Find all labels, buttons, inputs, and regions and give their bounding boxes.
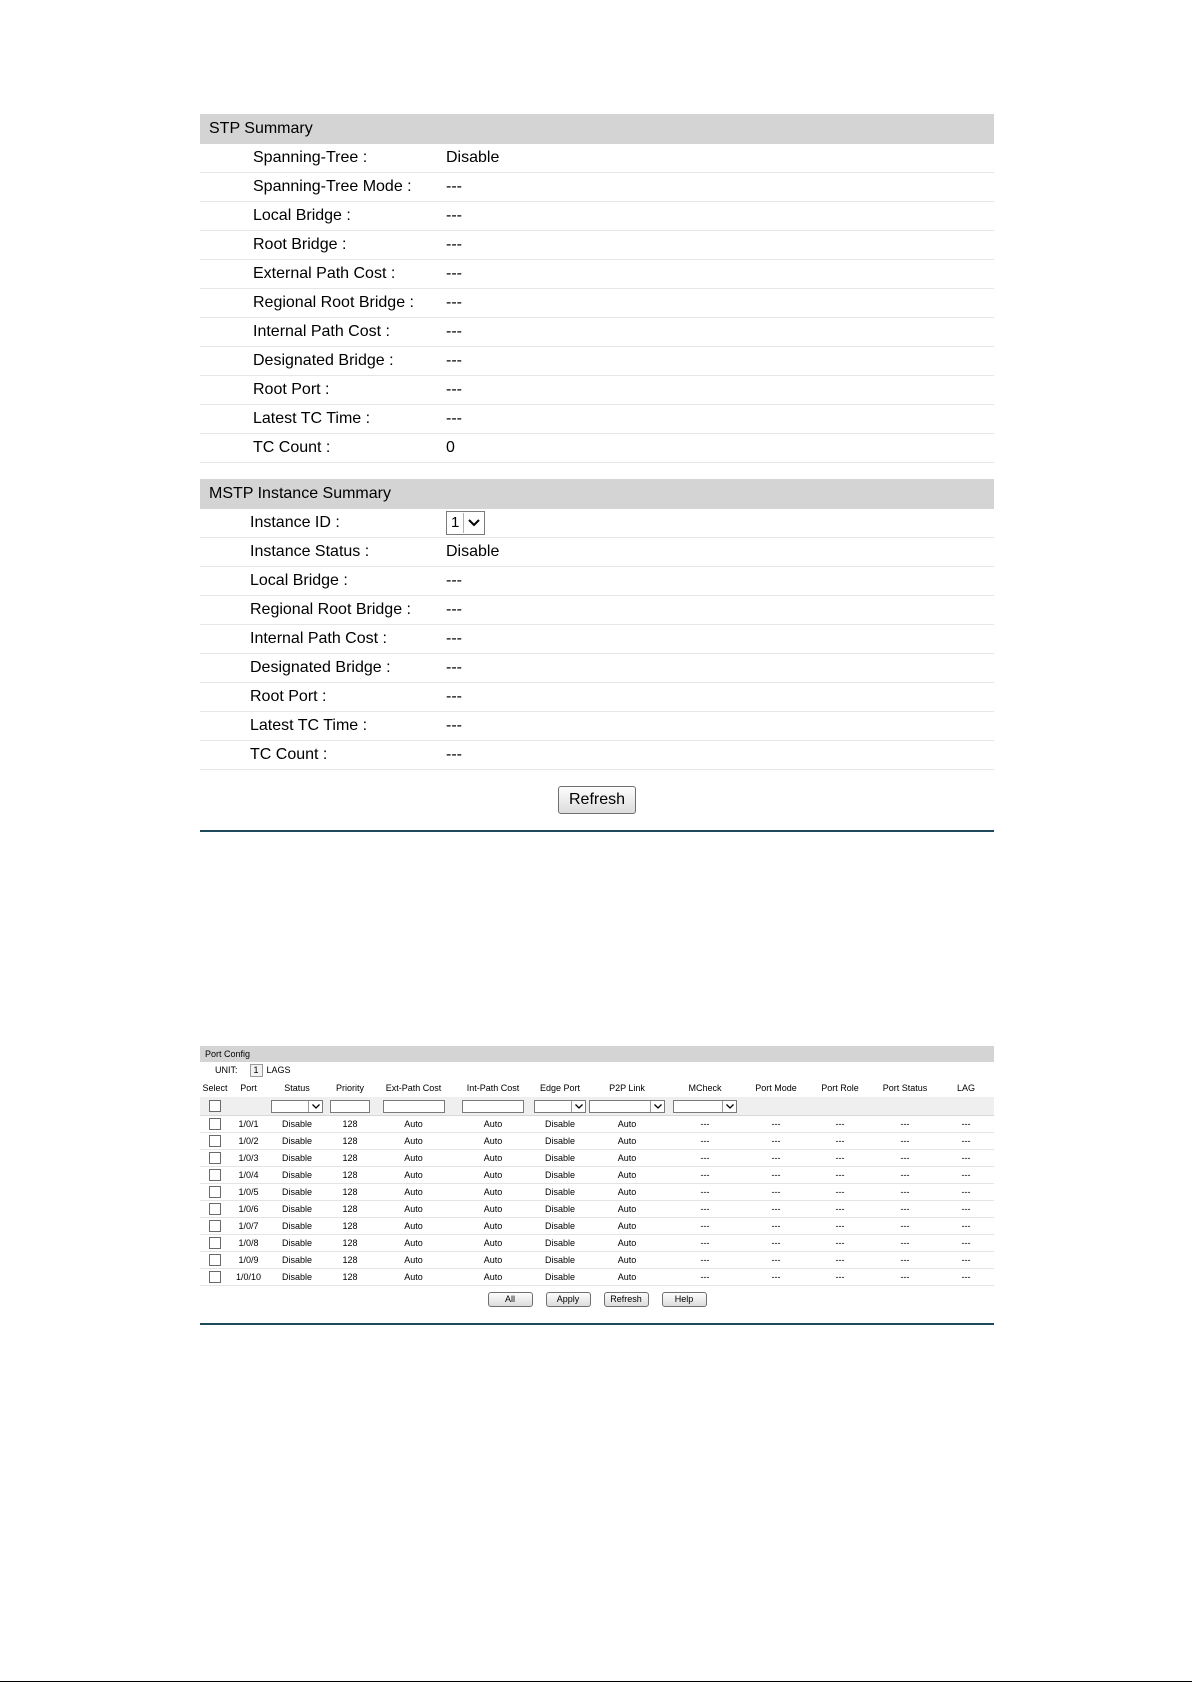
table-cell: Auto: [373, 1252, 454, 1269]
table-row: [200, 1133, 994, 1150]
table-cell: Auto: [588, 1269, 666, 1286]
table-cell: Auto: [454, 1133, 532, 1150]
table-cell: 1/0/4: [230, 1167, 267, 1184]
table-row: [200, 1150, 994, 1167]
table-cell: Auto: [373, 1133, 454, 1150]
table-cell: Disable: [267, 1116, 327, 1133]
edge-port-filter-select[interactable]: [534, 1100, 586, 1113]
table-cell: ---: [938, 1150, 994, 1167]
table-row: [200, 1252, 994, 1269]
table-cell: ---: [744, 1269, 808, 1286]
summary-row-value: ---: [446, 236, 462, 253]
column-header: Int-Path Cost: [454, 1078, 532, 1097]
table-cell: 128: [327, 1184, 373, 1201]
int-path-cost-input[interactable]: [462, 1100, 524, 1113]
table-cell: ---: [666, 1201, 744, 1218]
divider: [200, 830, 994, 832]
summary-row-value: ---: [446, 572, 462, 589]
select-cell: [200, 1235, 230, 1252]
table-cell: ---: [744, 1150, 808, 1167]
divider: [200, 1323, 994, 1325]
summary-row: [200, 173, 994, 202]
table-cell: Disable: [267, 1184, 327, 1201]
summary-row-value: ---: [446, 410, 462, 427]
summary-row-label: Root Bridge :: [253, 236, 347, 253]
page-footer-line: [0, 1681, 1192, 1682]
summary-row: [200, 260, 994, 289]
mstp-summary-header: MSTP Instance Summary: [200, 479, 994, 509]
table-cell: Auto: [373, 1218, 454, 1235]
column-header: Port Role: [808, 1078, 872, 1097]
summary-row-value: ---: [446, 352, 462, 369]
table-cell: ---: [666, 1133, 744, 1150]
summary-row: [200, 538, 994, 567]
column-header: MCheck: [666, 1078, 744, 1097]
table-cell: ---: [666, 1167, 744, 1184]
table-cell: Disable: [532, 1235, 588, 1252]
table-cell: ---: [872, 1235, 938, 1252]
table-cell: Auto: [454, 1150, 532, 1167]
summary-row: [200, 144, 994, 173]
select-cell: [200, 1116, 230, 1133]
table-cell: Auto: [454, 1184, 532, 1201]
ext-path-cost-input[interactable]: [383, 1100, 445, 1113]
table-cell: ---: [744, 1235, 808, 1252]
summary-row: [200, 625, 994, 654]
select-cell: [200, 1201, 230, 1218]
table-cell: Auto: [373, 1201, 454, 1218]
table-cell: ---: [808, 1235, 872, 1252]
row-select-checkbox[interactable]: [209, 1135, 221, 1147]
table-cell: ---: [872, 1167, 938, 1184]
table-cell: Auto: [373, 1184, 454, 1201]
table-cell: 1/0/9: [230, 1252, 267, 1269]
summary-row: [200, 231, 994, 260]
summary-row-label: Local Bridge :: [253, 207, 351, 224]
summary-row-label: Designated Bridge :: [250, 659, 391, 676]
table-cell: Disable: [532, 1252, 588, 1269]
summary-row-label: External Path Cost :: [253, 265, 396, 282]
table-cell: Auto: [588, 1201, 666, 1218]
filter-port-mode-cell: [744, 1097, 808, 1116]
select-cell: [200, 1218, 230, 1235]
table-cell: Disable: [532, 1184, 588, 1201]
summary-row-label: Root Port :: [253, 381, 330, 398]
summary-row-value: ---: [446, 207, 462, 224]
table-cell: Auto: [454, 1201, 532, 1218]
table-cell: Disable: [267, 1133, 327, 1150]
chevron-down-icon: [722, 1101, 736, 1112]
table-cell: Auto: [373, 1235, 454, 1252]
table-cell: ---: [872, 1133, 938, 1150]
table-cell: ---: [744, 1218, 808, 1235]
table-cell: Auto: [588, 1150, 666, 1167]
summary-row-label: TC Count :: [250, 746, 328, 763]
summary-row-label: Local Bridge :: [250, 572, 348, 589]
table-cell: Auto: [454, 1116, 532, 1133]
table-cell: Disable: [532, 1116, 588, 1133]
table-cell: ---: [808, 1150, 872, 1167]
table-cell: 1/0/3: [230, 1150, 267, 1167]
table-cell: Disable: [267, 1201, 327, 1218]
chevron-down-icon: [571, 1101, 585, 1112]
summary-row-value: ---: [446, 294, 462, 311]
table-cell: ---: [808, 1218, 872, 1235]
summary-button-bar: [200, 770, 994, 830]
table-cell: Auto: [373, 1150, 454, 1167]
summary-row: [200, 405, 994, 434]
summary-row: [200, 434, 994, 463]
mstp-summary-list: [200, 538, 994, 770]
port-config-panel: [200, 1046, 994, 1310]
chevron-down-icon: [308, 1101, 322, 1112]
table-cell: 128: [327, 1201, 373, 1218]
summary-row: [200, 596, 994, 625]
table-cell: Auto: [454, 1167, 532, 1184]
table-cell: ---: [666, 1252, 744, 1269]
select-cell: [200, 1167, 230, 1184]
filter-ext-cost-cell: [373, 1097, 454, 1116]
filter-p2p-cell: [588, 1097, 666, 1116]
filter-mcheck-cell: [666, 1097, 744, 1116]
table-cell: Auto: [588, 1218, 666, 1235]
table-row: [200, 1116, 994, 1133]
filter-port-status-cell: [872, 1097, 938, 1116]
column-header: Port Mode: [744, 1078, 808, 1097]
table-cell: ---: [938, 1184, 994, 1201]
table-cell: Auto: [373, 1116, 454, 1133]
summary-row-value: ---: [446, 746, 462, 763]
summary-row-label: Regional Root Bridge :: [253, 294, 414, 311]
table-row: [200, 1235, 994, 1252]
select-all-checkbox[interactable]: [209, 1100, 221, 1112]
table-cell: ---: [872, 1269, 938, 1286]
p2p-link-filter-select[interactable]: [589, 1100, 665, 1113]
column-header: P2P Link: [588, 1078, 666, 1097]
table-cell: ---: [938, 1269, 994, 1286]
summary-row-label: Root Port :: [250, 688, 327, 705]
table-cell: ---: [872, 1116, 938, 1133]
table-cell: 1/0/6: [230, 1201, 267, 1218]
column-header: Edge Port: [532, 1078, 588, 1097]
mcheck-filter-select[interactable]: [673, 1100, 737, 1113]
table-cell: 1/0/7: [230, 1218, 267, 1235]
table-cell: ---: [744, 1167, 808, 1184]
summary-row-label: Spanning-Tree Mode :: [253, 178, 412, 195]
table-cell: ---: [744, 1184, 808, 1201]
instance-id-select[interactable]: [446, 511, 485, 535]
table-header-row: [200, 1078, 994, 1097]
table-cell: Auto: [454, 1235, 532, 1252]
summary-row-value: ---: [446, 323, 462, 340]
table-cell: ---: [808, 1201, 872, 1218]
summary-row-value: ---: [446, 178, 462, 195]
port-config-header: Port Config: [200, 1046, 994, 1062]
table-cell: Disable: [267, 1150, 327, 1167]
table-cell: Auto: [588, 1235, 666, 1252]
table-cell: ---: [938, 1167, 994, 1184]
table-cell: ---: [938, 1201, 994, 1218]
table-cell: ---: [808, 1252, 872, 1269]
table-cell: Disable: [267, 1218, 327, 1235]
row-select-checkbox[interactable]: [209, 1169, 221, 1181]
table-cell: ---: [872, 1218, 938, 1235]
table-cell: ---: [938, 1235, 994, 1252]
table-cell: Auto: [454, 1218, 532, 1235]
select-cell: [200, 1252, 230, 1269]
table-cell: ---: [666, 1235, 744, 1252]
table-cell: Auto: [588, 1167, 666, 1184]
summary-row: [200, 318, 994, 347]
row-select-checkbox[interactable]: [209, 1118, 221, 1130]
table-cell: Disable: [532, 1133, 588, 1150]
filter-status-cell: [267, 1097, 327, 1116]
status-filter-select[interactable]: [271, 1100, 323, 1113]
table-cell: 128: [327, 1252, 373, 1269]
table-cell: ---: [938, 1252, 994, 1269]
row-select-checkbox[interactable]: [209, 1152, 221, 1164]
table-cell: Auto: [588, 1133, 666, 1150]
filter-int-cost-cell: [454, 1097, 532, 1116]
table-cell: ---: [666, 1150, 744, 1167]
filter-port-role-cell: [808, 1097, 872, 1116]
table-cell: 128: [327, 1167, 373, 1184]
column-header: Ext-Path Cost: [373, 1078, 454, 1097]
table-cell: Disable: [532, 1269, 588, 1286]
summary-row-label: Spanning-Tree :: [253, 149, 368, 166]
filter-port-cell: [230, 1097, 267, 1116]
row-select-checkbox[interactable]: [209, 1186, 221, 1198]
summary-row: [200, 376, 994, 405]
summary-row-value: ---: [446, 659, 462, 676]
unit-row: [200, 1062, 994, 1078]
summary-row-value: ---: [446, 381, 462, 398]
table-cell: ---: [872, 1201, 938, 1218]
summary-row-value: ---: [446, 688, 462, 705]
summary-row: [200, 347, 994, 376]
table-cell: ---: [872, 1150, 938, 1167]
summary-row-value: 0: [446, 439, 455, 456]
row-select-checkbox[interactable]: [209, 1271, 221, 1283]
table-cell: ---: [666, 1269, 744, 1286]
table-cell: Disable: [267, 1252, 327, 1269]
summary-row: [200, 202, 994, 231]
priority-input[interactable]: [330, 1100, 370, 1113]
all-button[interactable]: All: [488, 1292, 533, 1307]
table-row: [200, 1201, 994, 1218]
table-cell: Disable: [267, 1235, 327, 1252]
instance-id-label: Instance ID :: [250, 514, 340, 531]
table-cell: ---: [872, 1184, 938, 1201]
summary-row: [200, 289, 994, 318]
table-cell: 1/0/1: [230, 1116, 267, 1133]
table-cell: ---: [666, 1218, 744, 1235]
select-cell: [200, 1150, 230, 1167]
filter-edge-port-cell: [532, 1097, 588, 1116]
table-row: [200, 1167, 994, 1184]
row-select-checkbox[interactable]: [209, 1220, 221, 1232]
summary-row: [200, 712, 994, 741]
summary-row-label: Latest TC Time :: [253, 410, 371, 427]
column-header: LAG: [938, 1078, 994, 1097]
table-cell: ---: [872, 1252, 938, 1269]
table-cell: Disable: [532, 1150, 588, 1167]
filter-select-cell: [200, 1097, 230, 1116]
row-select-checkbox[interactable]: [209, 1237, 221, 1249]
summary-refresh-button[interactable]: Refresh: [558, 786, 636, 814]
refresh-button[interactable]: Refresh: [604, 1292, 649, 1307]
summary-row-label: Internal Path Cost :: [253, 323, 390, 340]
port-config-button-bar: [200, 1288, 994, 1310]
table-cell: ---: [938, 1116, 994, 1133]
table-cell: ---: [808, 1269, 872, 1286]
table-cell: ---: [744, 1252, 808, 1269]
table-cell: Auto: [588, 1116, 666, 1133]
summary-row: [200, 683, 994, 712]
table-cell: Disable: [267, 1269, 327, 1286]
column-header: Port Status: [872, 1078, 938, 1097]
unit-1-tab[interactable]: 1: [250, 1064, 263, 1077]
table-row: [200, 1269, 994, 1286]
summary-row-label: Regional Root Bridge :: [250, 601, 411, 618]
table-cell: 128: [327, 1269, 373, 1286]
table-row: [200, 1218, 994, 1235]
filter-priority-cell: [327, 1097, 373, 1116]
table-cell: 1/0/8: [230, 1235, 267, 1252]
summary-row-value: ---: [446, 630, 462, 647]
summary-row-label: Latest TC Time :: [250, 717, 368, 734]
row-select-checkbox[interactable]: [209, 1203, 221, 1215]
table-cell: ---: [808, 1184, 872, 1201]
table-cell: ---: [808, 1133, 872, 1150]
table-cell: 128: [327, 1218, 373, 1235]
summary-row-value: ---: [446, 601, 462, 618]
instance-id-row: [200, 509, 994, 538]
filter-lag-cell: [938, 1097, 994, 1116]
table-cell: 128: [327, 1150, 373, 1167]
summary-row-label: TC Count :: [253, 439, 331, 456]
summary-row-label: Instance Status :: [250, 543, 370, 560]
table-cell: Disable: [532, 1167, 588, 1184]
table-cell: Auto: [373, 1269, 454, 1286]
table-cell: ---: [938, 1218, 994, 1235]
table-cell: ---: [666, 1184, 744, 1201]
table-cell: 1/0/2: [230, 1133, 267, 1150]
section-gap: [200, 463, 994, 479]
lags-tab[interactable]: LAGS: [266, 1065, 291, 1075]
port-config-table: [200, 1078, 994, 1286]
column-header: Select: [200, 1078, 230, 1097]
column-header: Port: [230, 1078, 267, 1097]
apply-button[interactable]: Apply: [546, 1292, 591, 1307]
table-cell: ---: [808, 1116, 872, 1133]
table-cell: 1/0/10: [230, 1269, 267, 1286]
help-button[interactable]: Help: [662, 1292, 707, 1307]
table-cell: ---: [744, 1116, 808, 1133]
table-cell: ---: [938, 1133, 994, 1150]
table-cell: ---: [744, 1201, 808, 1218]
stp-panel: [200, 114, 994, 830]
stp-summary-header: STP Summary: [200, 114, 994, 144]
table-cell: Auto: [454, 1252, 532, 1269]
column-header: Status: [267, 1078, 327, 1097]
summary-row: [200, 741, 994, 770]
stp-summary-list: [200, 144, 994, 463]
chevron-down-icon: [650, 1101, 664, 1112]
select-cell: [200, 1184, 230, 1201]
summary-row-value: ---: [446, 265, 462, 282]
chevron-down-icon: [463, 513, 484, 533]
table-cell: ---: [808, 1167, 872, 1184]
table-cell: ---: [744, 1133, 808, 1150]
summary-row-label: Designated Bridge :: [253, 352, 394, 369]
table-cell: Disable: [532, 1201, 588, 1218]
table-cell: Auto: [373, 1167, 454, 1184]
table-cell: Disable: [532, 1218, 588, 1235]
select-cell: [200, 1133, 230, 1150]
summary-row-value: Disable: [446, 149, 500, 166]
table-cell: Disable: [267, 1167, 327, 1184]
instance-id-value: 1: [451, 514, 460, 531]
summary-row: [200, 654, 994, 683]
table-cell: Auto: [588, 1184, 666, 1201]
select-cell: [200, 1269, 230, 1286]
summary-row-label: Internal Path Cost :: [250, 630, 387, 647]
table-cell: 128: [327, 1133, 373, 1150]
table-cell: 1/0/5: [230, 1184, 267, 1201]
row-select-checkbox[interactable]: [209, 1254, 221, 1266]
table-row: [200, 1184, 994, 1201]
summary-row-value: ---: [446, 717, 462, 734]
table-cell: ---: [666, 1116, 744, 1133]
summary-row-value: Disable: [446, 543, 500, 560]
table-cell: 128: [327, 1116, 373, 1133]
column-header: Priority: [327, 1078, 373, 1097]
table-cell: 128: [327, 1235, 373, 1252]
unit-label: UNIT:: [215, 1065, 238, 1075]
table-cell: Auto: [454, 1269, 532, 1286]
filter-row: [200, 1097, 994, 1116]
summary-row: [200, 567, 994, 596]
table-cell: Auto: [588, 1252, 666, 1269]
